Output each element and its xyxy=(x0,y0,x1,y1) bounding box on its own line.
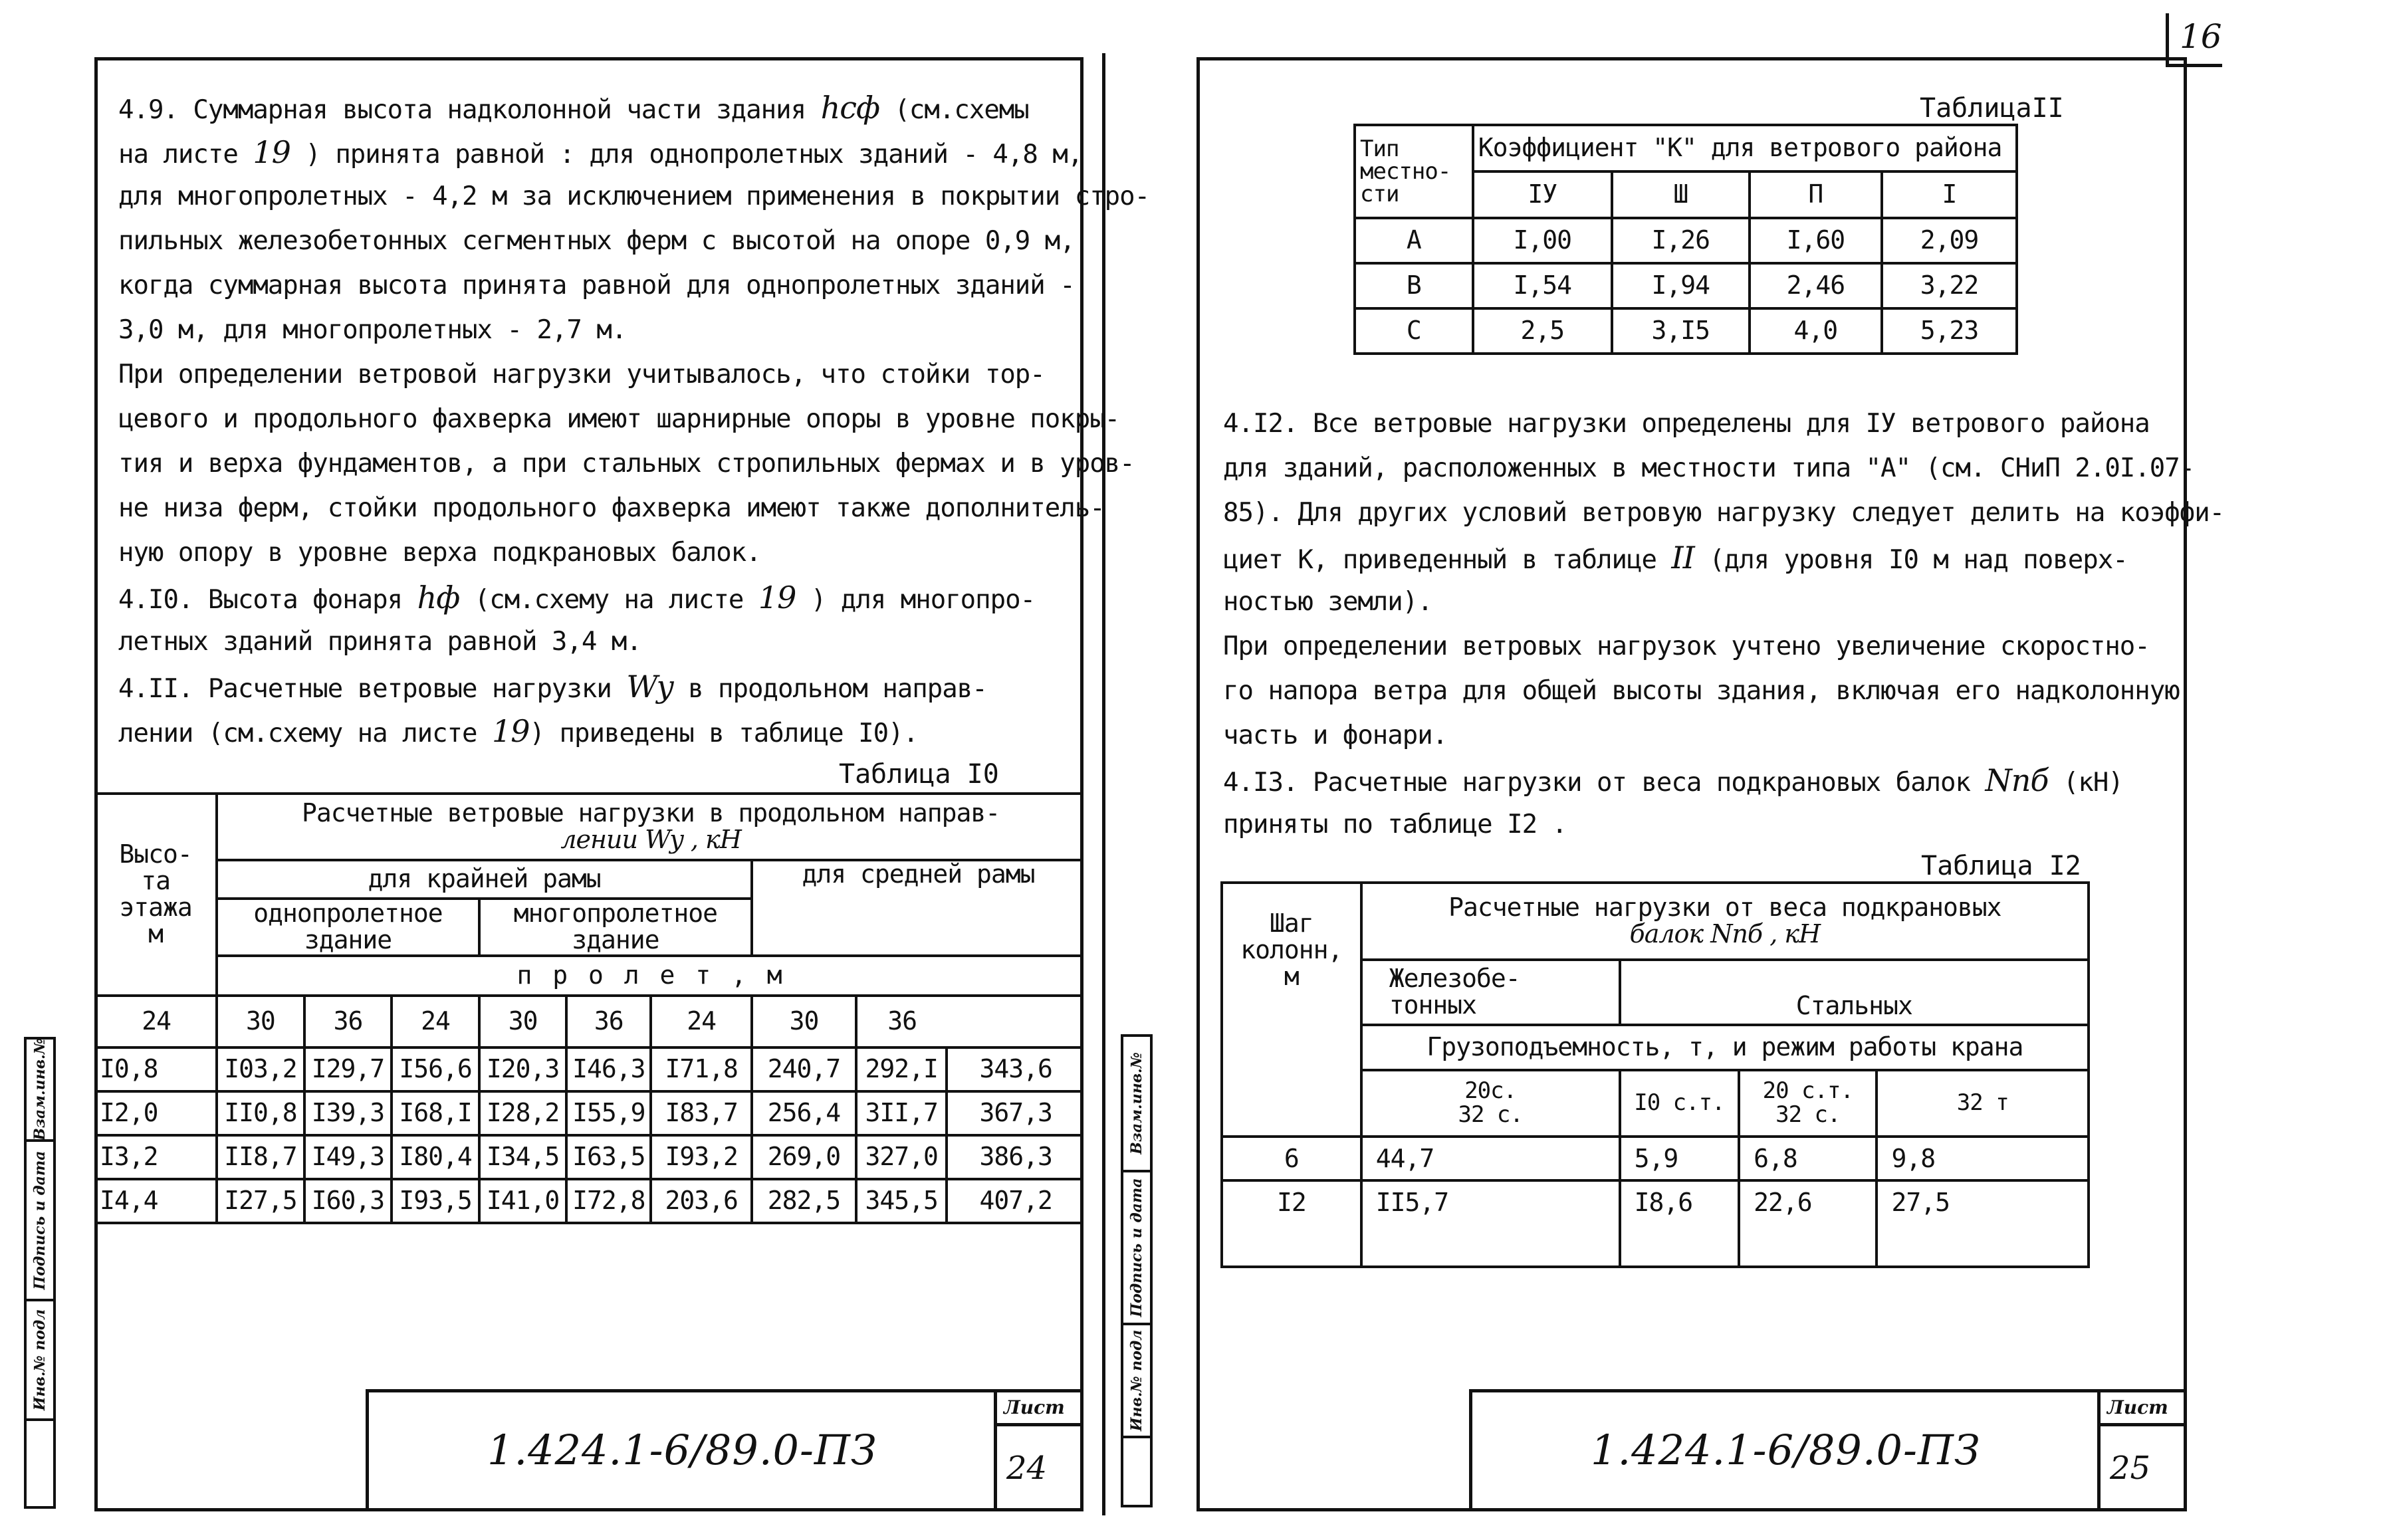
text-line: часть и фонари. xyxy=(1223,720,1448,750)
table-row xyxy=(96,1179,1083,1223)
table-cell: I39,3 xyxy=(304,1091,392,1135)
t12-main-header: Расчетные нагрузки от веса подкрановых балок Nпб , кН xyxy=(1361,883,2089,960)
table10-label: Таблица I0 xyxy=(839,759,999,790)
t10-span-cell: 36 xyxy=(856,996,947,1047)
right-sheet-box xyxy=(2097,1392,2184,1508)
table-cell: I80,4 xyxy=(392,1135,479,1179)
text-line: для зданий, расположенных в местности типа "А" (см. СНиП 2.0I.07- xyxy=(1223,453,2195,483)
table-cell: 4,0 xyxy=(1750,308,1882,354)
handwritten-value: 19 xyxy=(492,713,530,749)
left-sheet-box xyxy=(994,1392,1080,1508)
page-number: 16 xyxy=(2180,17,2222,56)
table-cell: 2,09 xyxy=(1882,218,2017,263)
t10-span-cell: 30 xyxy=(479,996,567,1047)
table-cell: 345,5 xyxy=(856,1179,947,1223)
table-row xyxy=(1222,1137,2089,1180)
left-side-strip xyxy=(24,1037,56,1509)
table-cell: I60,3 xyxy=(304,1179,392,1223)
side-label: Подпись и дата xyxy=(31,1151,49,1290)
table-cell: 256,4 xyxy=(752,1091,856,1135)
table-cell: I0,8 xyxy=(96,1047,217,1091)
t12-rc-header: Железобе- тонных xyxy=(1361,960,1620,1025)
text-line: го напора ветра для общей высоты здания, включая его надколонную xyxy=(1223,676,2180,706)
table-cell: 3,I5 xyxy=(1612,308,1750,354)
t12-capacity-cell: 20 с.т. 32 с. xyxy=(1739,1070,1877,1137)
table-cell: 6,8 xyxy=(1739,1137,1877,1180)
table12 xyxy=(1220,881,2090,1268)
table-cell: I56,6 xyxy=(392,1047,479,1091)
text-line: летных зданий принята равной 3,4 м. xyxy=(118,627,641,657)
t10-span-cell: 24 xyxy=(392,996,479,1047)
table-cell: I55,9 xyxy=(566,1091,651,1135)
table-row xyxy=(1355,308,2017,354)
center-divider xyxy=(1102,53,1105,1515)
side-label: Взам.инв.№ xyxy=(1128,1052,1145,1155)
table-cell: 9,8 xyxy=(1877,1137,2089,1180)
t12-capacity-header: Грузоподъемность, т, и режим работы крана xyxy=(1361,1025,2089,1070)
sheet-label: Лист xyxy=(2107,1396,2168,1418)
table-cell: I83,7 xyxy=(651,1091,752,1135)
t11-region-cell: Ш xyxy=(1612,171,1750,218)
text-line: 4.I0. Высота фонаря hф (см.схему на листе 19 ) для многопро- xyxy=(118,580,1036,615)
table-cell: 327,0 xyxy=(856,1135,947,1179)
table12-label: Таблица I2 xyxy=(1921,851,2081,881)
handwritten-value: Nпб xyxy=(1985,762,2049,798)
table-row xyxy=(1355,263,2017,308)
t10-middle-frame-header: для средней рамы xyxy=(752,860,1083,956)
table-cell: I28,2 xyxy=(479,1091,567,1135)
table-cell: I72,8 xyxy=(566,1179,651,1223)
table-cell: I49,3 xyxy=(304,1135,392,1179)
t11-type-header: Тип местно- сти xyxy=(1355,125,1473,218)
table-cell: В xyxy=(1355,263,1473,308)
table11-label: ТаблицаII xyxy=(1920,93,2064,124)
table-cell: 5,23 xyxy=(1882,308,2017,354)
table-cell: I93,2 xyxy=(651,1135,752,1179)
table-cell: I8,6 xyxy=(1620,1180,1740,1267)
table-cell: I2 xyxy=(1222,1180,1361,1267)
t10-span-cell: 30 xyxy=(752,996,856,1047)
table-cell: I,00 xyxy=(1473,218,1612,263)
t12-capacity-cell: I0 с.т. xyxy=(1620,1070,1740,1137)
t10-main-header: Расчетные ветровые нагрузки в продольном направ- лении Wy , кН xyxy=(217,794,1083,860)
table-cell: 44,7 xyxy=(1361,1137,1620,1180)
left-title-block xyxy=(366,1389,1083,1511)
table-cell: I71,8 xyxy=(651,1047,752,1091)
table-cell: С xyxy=(1355,308,1473,354)
t10-span-cell: 30 xyxy=(217,996,304,1047)
text-line: 4.I3. Расчетные нагрузки от веса подкрановых балок Nпб (кН) xyxy=(1223,762,2123,798)
right-document-code: 1.424.1-6/89.0-ПЗ xyxy=(1591,1426,1981,1474)
table-cell: I41,0 xyxy=(479,1179,567,1223)
t11-region-cell: П xyxy=(1750,171,1882,218)
text-line: При определении ветровых нагрузок учтено увеличение скоростно- xyxy=(1223,631,2150,661)
handwritten-value: 19 xyxy=(758,580,796,615)
text-line: тия и верха фундаментов, а при стальных стропильных фермах и в уров- xyxy=(118,449,1135,479)
t10-span-cell: 24 xyxy=(651,996,752,1047)
table-cell: 203,6 xyxy=(651,1179,752,1223)
text-line: приняты по таблице I2 . xyxy=(1223,810,1567,839)
table-cell: 282,5 xyxy=(752,1179,856,1223)
table-cell: I46,3 xyxy=(566,1047,651,1091)
table-cell: 5,9 xyxy=(1620,1137,1740,1180)
table-cell: I68,I xyxy=(392,1091,479,1135)
t12-capacity-cell: 32 т xyxy=(1877,1070,2089,1137)
t10-single-span-header: однопролетное здание xyxy=(217,899,479,956)
table-cell: 2,46 xyxy=(1750,263,1882,308)
table-row xyxy=(1355,218,2017,263)
table-cell: 269,0 xyxy=(752,1135,856,1179)
table-cell: I4,4 xyxy=(96,1179,217,1223)
table-cell: 3II,7 xyxy=(856,1091,947,1135)
side-label: Подпись и дата xyxy=(1128,1178,1145,1317)
t10-span-cell: 36 xyxy=(566,996,651,1047)
t10-span-cell: 24 xyxy=(96,996,217,1047)
text-line: циет К, приведенный в таблице II (для уровня I0 м над поверх- xyxy=(1223,540,2128,576)
table-cell: I,94 xyxy=(1612,263,1750,308)
table-cell: 240,7 xyxy=(752,1047,856,1091)
handwritten-value: II xyxy=(1671,540,1694,576)
table-cell: 407,2 xyxy=(947,1179,1083,1223)
right-title-block xyxy=(1469,1389,2187,1511)
handwritten-value: 19 xyxy=(253,134,290,170)
t12-steel-header: Стальных xyxy=(1620,960,2089,1025)
t12-step-header: Шаг колонн, м xyxy=(1222,883,1361,1137)
t10-outer-frame-header: для крайней рамы xyxy=(217,860,752,899)
table-cell: I,54 xyxy=(1473,263,1612,308)
t10-span-header: п р о л е т , м xyxy=(217,956,1083,996)
table-cell: I3,2 xyxy=(96,1135,217,1179)
handwritten-value: hсф xyxy=(820,90,879,126)
sheet-number: 24 xyxy=(1006,1450,1048,1487)
text-line: не низа ферм, стойки продольного фахверка имеют также дополнитель- xyxy=(118,493,1105,523)
text-line: 4.I2. Все ветровые нагрузки определены для IУ ветрового района xyxy=(1223,409,2150,439)
text-line: ную опору в уровне верха подкрановых балок. xyxy=(118,538,761,568)
table-cell: I03,2 xyxy=(217,1047,304,1091)
table11 xyxy=(1353,124,2018,355)
text-line: для многопролетных - 4,2 м за исключением применения в покрытии стро- xyxy=(118,181,1150,211)
table-cell: I,60 xyxy=(1750,218,1882,263)
handwritten-value: hф xyxy=(417,580,460,615)
table-cell: I2,0 xyxy=(96,1091,217,1135)
sheet-number: 25 xyxy=(2110,1450,2151,1487)
t11-region-cell: I xyxy=(1882,171,2017,218)
table-cell: II8,7 xyxy=(217,1135,304,1179)
table-cell: II0,8 xyxy=(217,1091,304,1135)
side-label: Взам.инв.№ xyxy=(31,1038,49,1141)
left-document-code: 1.424.1-6/89.0-ПЗ xyxy=(487,1426,877,1474)
text-line: 4.9. Суммарная высота надколонной части здания hсф (см.схемы xyxy=(118,90,1029,126)
side-label: Инв.№ подл xyxy=(1128,1329,1145,1432)
table-cell: 343,6 xyxy=(947,1047,1083,1091)
t11-coef-header: Коэффициент "К" для ветрового района xyxy=(1473,125,2017,171)
table-row xyxy=(96,1135,1083,1179)
text-line: При определении ветровой нагрузки учитывалось, что стойки тор- xyxy=(118,360,1045,389)
table-cell: 2,5 xyxy=(1473,308,1612,354)
table-cell: 367,3 xyxy=(947,1091,1083,1135)
table-cell: А xyxy=(1355,218,1473,263)
table-cell: II5,7 xyxy=(1361,1180,1620,1267)
table-cell: 27,5 xyxy=(1877,1180,2089,1267)
table-row xyxy=(96,1091,1083,1135)
text-line: 4.II. Расчетные ветровые нагрузки Wy в продольном направ- xyxy=(118,669,987,705)
t10-multi-span-header: многопролетное здание xyxy=(479,899,752,956)
table10 xyxy=(94,792,1083,1263)
table-cell: 6 xyxy=(1222,1137,1361,1180)
text-line: цевого и продольного фахверка имеют шарнирные опоры в уровне покры- xyxy=(118,404,1120,434)
side-label: Инв.№ подл xyxy=(31,1309,49,1411)
table-cell: I29,7 xyxy=(304,1047,392,1091)
text-line: 85). Для других условий ветровую нагрузку следует делить на коэффи- xyxy=(1223,498,2225,528)
table-cell: I93,5 xyxy=(392,1179,479,1223)
t11-region-cell: IУ xyxy=(1473,171,1612,218)
handwritten-value: Wy xyxy=(626,669,673,705)
t12-capacity-cell: 20с. 32 с. xyxy=(1361,1070,1620,1137)
text-line: лении (см.схему на листе 19) приведены в таблице I0). xyxy=(118,713,919,749)
text-line: когда суммарная высота принята равной для однопролетных зданий - xyxy=(118,271,1075,300)
table-cell: I,26 xyxy=(1612,218,1750,263)
text-line: ностью земли). xyxy=(1223,587,1432,617)
text-line: на листе 19 ) принята равной : для однопролетных зданий - 4,8 м, xyxy=(118,134,1083,170)
sheet-label: Лист xyxy=(1004,1396,1065,1418)
table-row xyxy=(96,1047,1083,1091)
table-cell: 292,I xyxy=(856,1047,947,1091)
text-line: 3,0 м, для многопролетных - 2,7 м. xyxy=(118,315,627,345)
right-side-strip xyxy=(1121,1034,1153,1507)
text-line: пильных железобетонных сегментных ферм с высотой на опоре 0,9 м, xyxy=(118,226,1075,256)
table-cell: 3,22 xyxy=(1882,263,2017,308)
table-cell: 386,3 xyxy=(947,1135,1083,1179)
table-row xyxy=(1222,1180,2089,1267)
table-cell: I34,5 xyxy=(479,1135,567,1179)
table-cell: I63,5 xyxy=(566,1135,651,1179)
t10-height-header: Высо- та этажа м xyxy=(96,794,217,996)
table-cell: I27,5 xyxy=(217,1179,304,1223)
table-cell: I20,3 xyxy=(479,1047,567,1091)
t10-span-cell: 36 xyxy=(304,996,392,1047)
table-cell: 22,6 xyxy=(1739,1180,1877,1267)
